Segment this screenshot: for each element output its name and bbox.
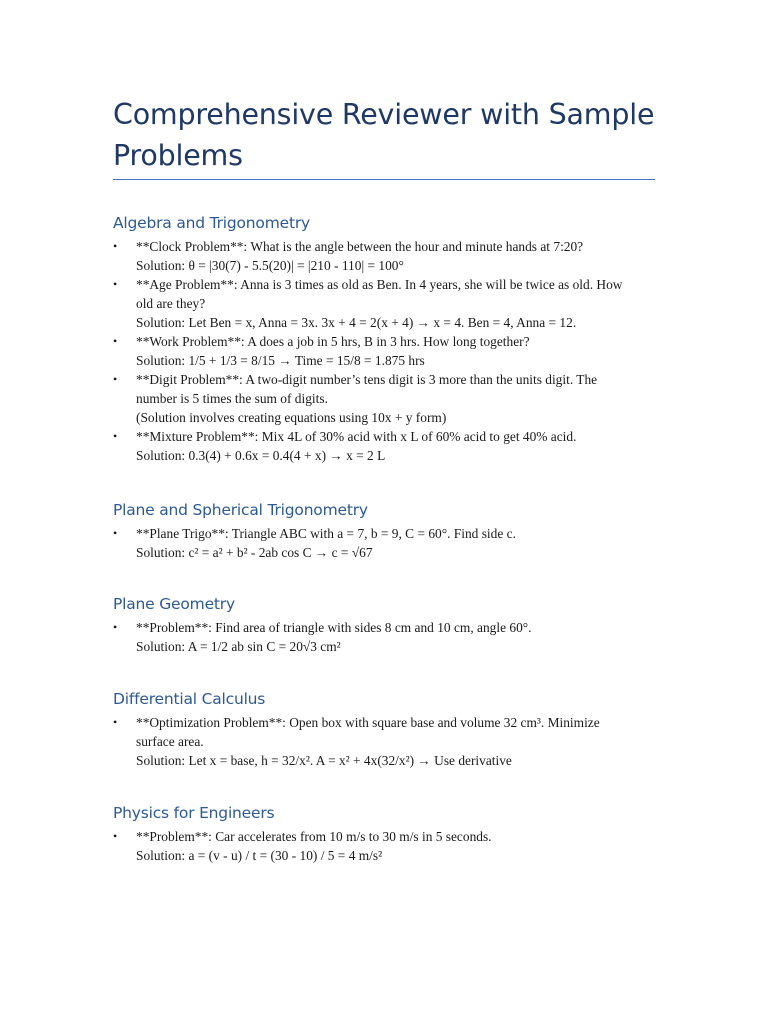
problem-text: **Clock Problem**: What is the angle between the hour and minute hands at 7:20? <box>136 239 584 254</box>
problem-text: **Work Problem**: A does a job in 5 hrs, B in 3 hrs. How long together? <box>136 334 530 349</box>
problem-text-continued: surface area. <box>136 734 204 749</box>
problem-list <box>113 618 673 656</box>
solution-text: Solution: Let Ben = x, Anna = 3x. 3x + 4 = 2(x + 4) → x = 4. Ben = 4, Anna = 12. <box>136 315 577 330</box>
problem-list <box>113 237 673 465</box>
title-line-1: Comprehensive Reviewer with Sample <box>113 98 655 131</box>
bullet-icon: • <box>113 829 118 843</box>
bullet-icon: • <box>113 277 118 291</box>
problem-list <box>113 524 673 562</box>
bullet-icon: • <box>113 620 118 634</box>
problem-text: **Mixture Problem**: Mix 4L of 30% acid with x L of 60% acid to get 40% acid. <box>136 429 577 444</box>
section-plane-spherical-trigonometry <box>113 500 673 562</box>
problem-text: **Optimization Problem**: Open box with square base and volume 32 cm³. Minimize <box>136 715 600 730</box>
title-divider <box>113 179 655 180</box>
section-plane-geometry <box>113 594 673 656</box>
solution-text: Solution: θ = |30(7) - 5.5(20)| = |210 - 110| = 100° <box>136 258 404 273</box>
section-heading: Plane Geometry <box>113 595 235 613</box>
solution-text: Solution: 0.3(4) + 0.6x = 0.4(4 + x) → x = 2 L <box>136 448 386 463</box>
list-item <box>113 713 673 770</box>
problem-text: **Digit Problem**: A two-digit number’s tens digit is 3 more than the units digit. The <box>136 372 598 387</box>
list-item <box>113 370 673 427</box>
solution-text: Solution: A = 1/2 ab sin C = 20√3 cm² <box>136 639 341 654</box>
solution-text: Solution: 1/5 + 1/3 = 8/15 → Time = 15/8 = 1.875 hrs <box>136 353 425 368</box>
list-item <box>113 827 673 865</box>
list-item <box>113 524 673 562</box>
list-item <box>113 618 673 656</box>
title-line-2: Problems <box>113 139 243 172</box>
section-heading: Physics for Engineers <box>113 804 275 822</box>
problem-text-continued: old are they? <box>136 296 206 311</box>
problem-list <box>113 827 673 865</box>
section-heading: Plane and Spherical Trigonometry <box>113 501 368 519</box>
solution-text: Solution: a = (v - u) / t = (30 - 10) / 5 = 4 m/s² <box>136 848 383 863</box>
document-title <box>113 94 673 176</box>
bullet-icon: • <box>113 526 118 540</box>
problem-list <box>113 713 673 770</box>
problem-text-continued: number is 5 times the sum of digits. <box>136 391 328 406</box>
list-item <box>113 275 673 332</box>
problem-text: **Plane Trigo**: Triangle ABC with a = 7, b = 9, C = 60°. Find side c. <box>136 526 516 541</box>
solution-text: Solution: c² = a² + b² - 2ab cos C → c = √67 <box>136 545 373 560</box>
bullet-icon: • <box>113 334 118 348</box>
problem-text: **Problem**: Find area of triangle with sides 8 cm and 10 cm, angle 60°. <box>136 620 532 635</box>
section-heading: Algebra and Trigonometry <box>113 214 310 232</box>
list-item <box>113 332 673 370</box>
list-item <box>113 427 673 465</box>
bullet-icon: • <box>113 239 118 253</box>
problem-text: **Problem**: Car accelerates from 10 m/s to 30 m/s in 5 seconds. <box>136 829 492 844</box>
section-differential-calculus <box>113 689 673 770</box>
bullet-icon: • <box>113 715 118 729</box>
solution-text: Solution: Let x = base, h = 32/x². A = x² + 4x(32/x²) → Use derivative <box>136 753 512 768</box>
section-physics-for-engineers <box>113 803 673 865</box>
solution-text: (Solution involves creating equations using 10x + y form) <box>136 410 447 425</box>
problem-text: **Age Problem**: Anna is 3 times as old as Ben. In 4 years, she will be twice as old. How <box>136 277 623 292</box>
list-item <box>113 237 673 275</box>
bullet-icon: • <box>113 372 118 386</box>
section-algebra-trigonometry <box>113 213 673 465</box>
bullet-icon: • <box>113 429 118 443</box>
section-heading: Differential Calculus <box>113 690 266 708</box>
